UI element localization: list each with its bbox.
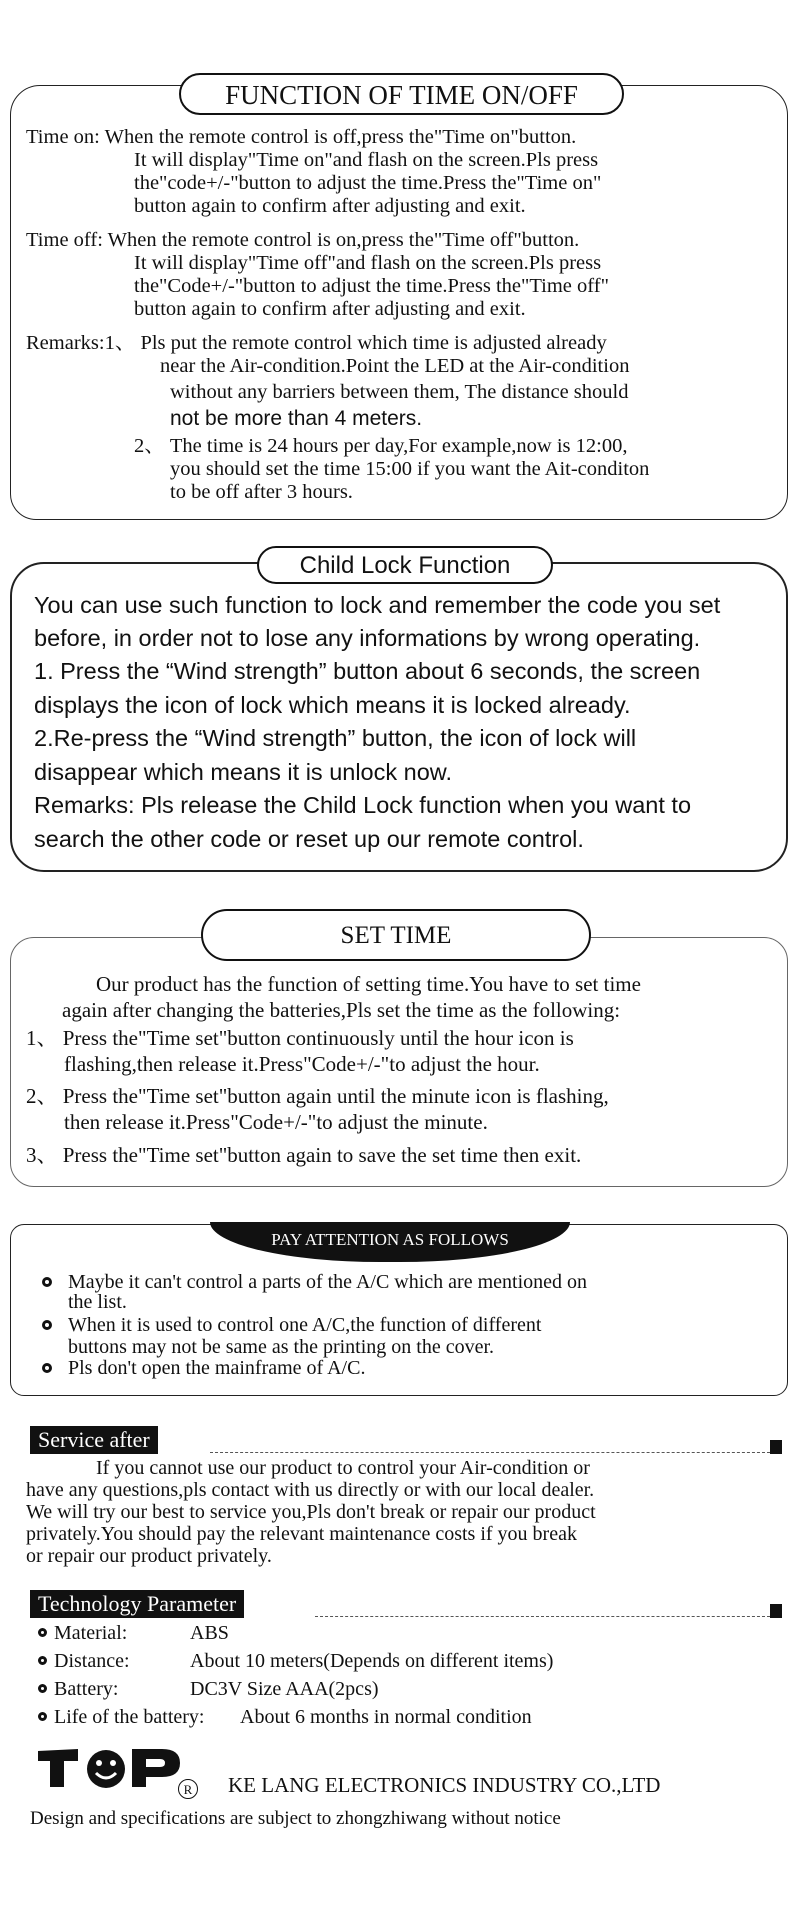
- text-line: you should set the time 15:00 if you want the Ait-conditon: [170, 458, 650, 480]
- param-value: ABS: [190, 1622, 229, 1644]
- bullet-icon: [38, 1628, 47, 1637]
- text-line: search the other code or reset up our remote control.: [34, 826, 584, 852]
- text-line: 2.Re-press the “Wind strength” button, the icon of lock will: [34, 725, 637, 751]
- text-line: Time off: When the remote control is on,press the"Time off"button.: [26, 229, 580, 251]
- text-line: Remarks: Pls release the Child Lock function when you want to: [34, 792, 692, 818]
- param-value: About 6 months in normal condition: [240, 1706, 532, 1728]
- text-line: disappear which means it is unlock now.: [34, 759, 452, 785]
- header-square-icon: [770, 1604, 782, 1618]
- text-line: It will display"Time on"and flash on the screen.Pls press: [134, 149, 599, 171]
- text-line: 3、 Press the"Time set"button again to save the set time then exit.: [26, 1143, 582, 1167]
- text-line: or repair our product privately.: [26, 1545, 272, 1567]
- technology-parameter-header: Technology Parameter: [30, 1590, 244, 1618]
- child-lock-title: Child Lock Function: [257, 546, 553, 584]
- text-line: flashing,then release it.Press"Code+/-"to adjust the hour.: [64, 1052, 540, 1076]
- text-line: 2、 The time is 24 hours per day,For example,now is 12:00,: [134, 435, 628, 457]
- param-label: Battery:: [54, 1678, 119, 1700]
- text-line: button again to confirm after adjusting and exit.: [134, 298, 526, 320]
- param-value: DC3V Size AAA(2pcs): [190, 1678, 379, 1700]
- service-after-header: Service after: [30, 1426, 158, 1454]
- param-label: Material:: [54, 1622, 128, 1644]
- bullet-icon: [38, 1684, 47, 1693]
- child-lock-section: [10, 552, 788, 872]
- text-line: If you cannot use our product to control your Air-condition or: [96, 1457, 590, 1479]
- time-on-off-title: FUNCTION OF TIME ON/OFF: [179, 73, 624, 115]
- param-value: About 10 meters(Depends on different items): [190, 1650, 554, 1672]
- text-line: 1. Press the “Wind strength” button about 6 seconds, the screen: [34, 658, 701, 684]
- text-line: When it is used to control one A/C,the function of different: [68, 1314, 542, 1336]
- text-line: the list.: [68, 1291, 127, 1313]
- text-line: Maybe it can't control a parts of the A/C which are mentioned on: [68, 1271, 588, 1293]
- text-line: again after changing the batteries,Pls set the time as the following:: [62, 998, 621, 1022]
- company-name: KE LANG ELECTRONICS INDUSTRY CO.,LTD: [228, 1773, 661, 1797]
- text-line: buttons may not be same as the printing on the cover.: [68, 1336, 495, 1358]
- text-line: the"Code+/-"button to adjust the time.Press the"Time off": [134, 275, 609, 297]
- header-rule: [315, 1616, 770, 1617]
- pay-attention-title: PAY ATTENTION AS FOLLOWS: [210, 1222, 570, 1262]
- text-line: It will display"Time off"and flash on the screen.Pls press: [134, 252, 602, 274]
- text-line: displays the icon of lock which means it is locked already.: [34, 692, 631, 718]
- text-line: 1、 Press the"Time set"button continuously until the hour icon is: [26, 1026, 574, 1050]
- text-line: Remarks:1、 Pls put the remote control which time is adjusted already: [26, 332, 607, 354]
- header-square-icon: [770, 1440, 782, 1454]
- text-line: You can use such function to lock and remember the code you set: [34, 592, 721, 618]
- param-label: Distance:: [54, 1650, 130, 1672]
- text-line: without any barriers between them, The distance should: [170, 381, 629, 403]
- bullet-icon: [38, 1656, 47, 1665]
- param-label: Life of the battery:: [54, 1706, 205, 1728]
- bullet-icon: [42, 1363, 52, 1373]
- text-line: 2、 Press the"Time set"button again until the minute icon is flashing,: [26, 1084, 609, 1108]
- text-line: We will try our best to service you,Pls don't break or repair our product: [26, 1501, 596, 1523]
- registered-mark: R: [178, 1779, 198, 1799]
- bullet-icon: [42, 1277, 52, 1287]
- top-logo: [34, 1745, 184, 1791]
- text-line: have any questions,pls contact with us directly or with our local dealer.: [26, 1479, 595, 1501]
- header-rule: [210, 1452, 770, 1453]
- bullet-icon: [38, 1712, 47, 1721]
- text-line: to be off after 3 hours.: [170, 481, 353, 503]
- text-line: Our product has the function of setting time.You have to set time: [96, 972, 641, 996]
- text-line: privately.You should pay the relevant maintenance costs if you break: [26, 1523, 577, 1545]
- set-time-title: SET TIME: [201, 909, 591, 961]
- text-line: near the Air-condition.Point the LED at the Air-condition: [160, 355, 630, 377]
- text-line: Pls don't open the mainframe of A/C.: [68, 1357, 366, 1379]
- text-line: Time on: When the remote control is off,press the"Time on"button.: [26, 126, 577, 148]
- text-line: not be more than 4 meters.: [170, 407, 423, 430]
- text-line: then release it.Press"Code+/-"to adjust the minute.: [64, 1110, 488, 1134]
- text-line: button again to confirm after adjusting and exit.: [134, 195, 526, 217]
- bullet-icon: [42, 1320, 52, 1330]
- text-line: before, in order not to lose any informations by wrong operating.: [34, 625, 701, 651]
- design-note: Design and specifications are subject to zhongzhiwang without notice: [30, 1808, 561, 1829]
- text-line: the"code+/-"button to adjust the time.Press the"Time on": [134, 172, 602, 194]
